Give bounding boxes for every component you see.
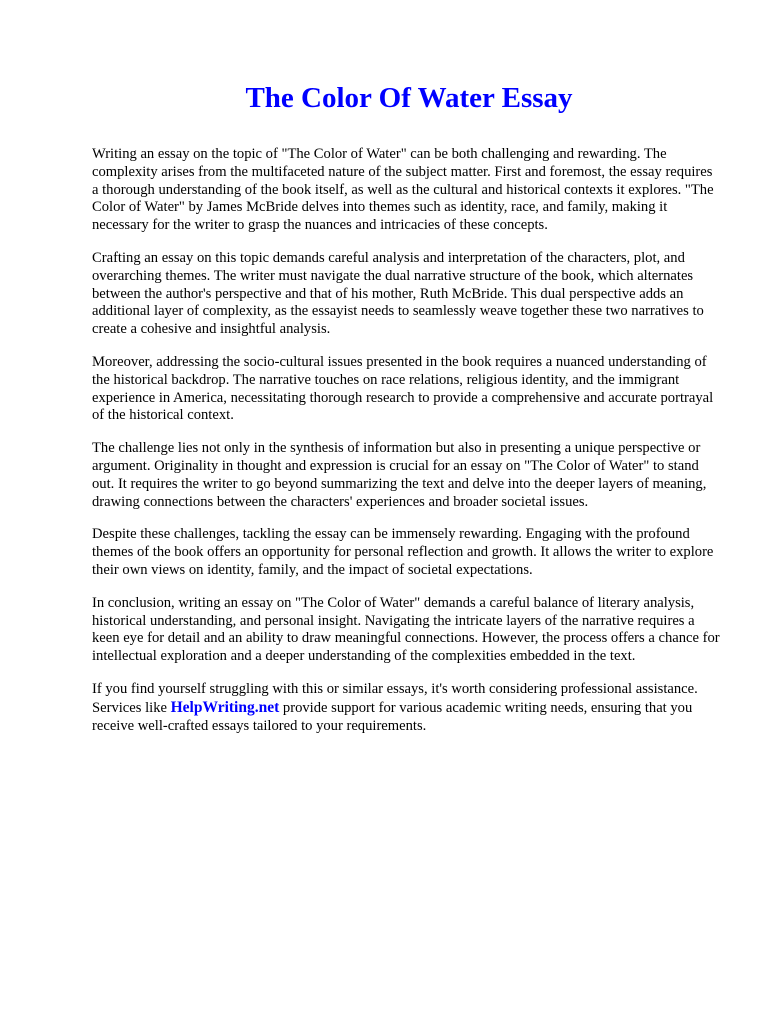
closing-paragraph: [92, 681, 720, 735]
paragraph-5: Despite these challenges, tackling the essay can be immensely rewarding. Engaging with the profound themes of the book offers an opportunity for personal reflection and growth. It allows the writer to explore their own views on identity, family, and the impact of societal expectations.: [92, 526, 714, 578]
helpwriting-link[interactable]: HelpWriting.net: [170, 698, 280, 716]
closing-text-after-link: provide support for various academic writing needs, ensuring that you receive well-crafted essays tailored to your requirements.: [92, 699, 693, 734]
paragraph-2: Crafting an essay on this topic demands careful analysis and interpretation of the characters, plot, and overarching themes. The writer must navigate the dual narrative structure of the book, which alternates between the author's perspective and that of his mother, Ruth McBride. This dual perspective adds an additional layer of complexity, as the essayist needs to seamlessly weave together these two narratives to create a cohesive and insightful analysis.: [92, 249, 704, 338]
closing-text-before-link: If you find yourself struggling with this or similar essays, it's worth considering professional assistance. Services like: [92, 680, 698, 716]
essay-body: [92, 146, 720, 750]
paragraph-4: The challenge lies not only in the synthesis of information but also in presenting a unique perspective or argument. Originality in thought and expression is crucial for an essay on "The Color of Water" to stand out. It requires the writer to go beyond summarizing the text and delve into the deeper layers of meaning, drawing connections between the characters' experiences and broader societal issues.: [92, 440, 707, 510]
paragraph-3: Moreover, addressing the socio-cultural issues presented in the book requires a nuanced understanding of the historical backdrop. The narrative touches on race relations, religious identity, and the immigrant experience in America, necessitating thorough research to provide a comprehensive and accurate portrayal of the historical context.: [92, 353, 714, 424]
page-title: The Color Of Water Essay: [245, 82, 573, 114]
paragraph-1: Writing an essay on the topic of "The Color of Water" can be both challenging and rewarding. The complexity arises from the multifaceted nature of the subject matter. First and foremost, the essay requires a thorough understanding of the book itself, as well as the cultural and historical contexts it explores. "The Color of Water" by James McBride delves into themes such as identity, race, and family, making it necessary for the writer to grasp the nuances and intricacies of these concepts.: [92, 146, 714, 234]
paragraph-6: In conclusion, writing an essay on "The Color of Water" demands a careful balance of literary analysis, historical understanding, and personal insight. Navigating the intricate layers of the narrative requires a keen eye for detail and an ability to draw meaningful connections. However, the process offers a chance for intellectual exploration and a deeper understanding of the complexities embedded in the text.: [92, 594, 720, 665]
